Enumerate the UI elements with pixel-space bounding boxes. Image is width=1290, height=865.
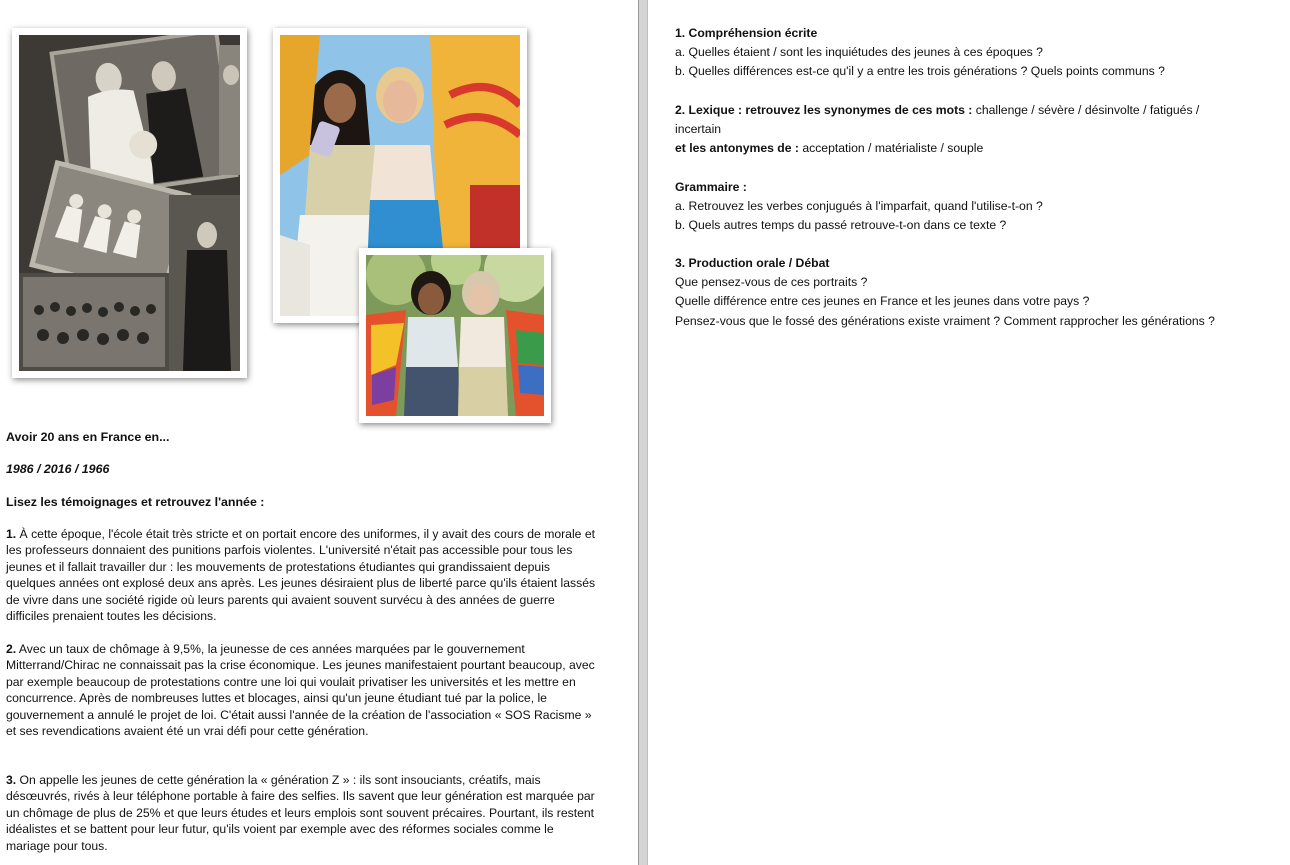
testimony-1 (6, 526, 596, 624)
right-page (648, 0, 1290, 865)
synonym-words-continued: incertain (675, 122, 722, 137)
grammar-title: Grammaire : (675, 180, 747, 194)
synonym-words: challenge / sévère / désinvolte / fatigués / (972, 103, 1200, 117)
comprehension-question-b: b. Quelles différences est-ce qu'il y a entre les trois générations ? Quels points communs ? (675, 64, 1165, 79)
page-divider (638, 0, 648, 865)
testimony-1-text: À cette époque, l'école était très stricte et on portait encore des uniformes, il y avait des cours de morale et les professeurs donnaient des punitions parfois violentes. L'université n'était pas accessible pour tous les jeunes et il fallait travailler dur : les mouvements de protestations étudiantes qui grandissaient depuis quelques années ont explosé deux ans après. Les jeunes désiraient plus de liberté parce qu'ils étaient lassés de vivre dans une société rigide où leurs parents qui avaient souvent survécu à des années de guerre difficiles prenaient toutes les décisions. (6, 527, 596, 624)
testimony-3 (6, 772, 596, 854)
page-heading: Avoir 20 ans en France en... (6, 430, 170, 444)
grammar-section (675, 178, 1275, 236)
oral-production-section (675, 254, 1275, 331)
grammar-question-b: b. Quels autres temps du passé retrouve-t-on dans ce texte ? (675, 218, 1007, 233)
testimony-2 (6, 641, 596, 739)
lexicon-section (675, 101, 1275, 159)
testimony-2-number: 2. (6, 642, 17, 656)
testimony-1-number: 1. (6, 527, 17, 541)
testimony-3-text: On appelle les jeunes de cette génération la « génération Z » : ils sont insouciants, créatifs, mais désœuvrés, rivés à leur téléphone portable à faire des selfies. Ils savent que leur génération est marquée par un chômage de plus de 25% et que leurs études et leurs emplois sont souvent précaires. Pourtant, ils restent idéalistes et se battent pour leur futur, qu'ils voient par exemple avec des réformes sociales comme le mariage pour tous. (6, 773, 595, 853)
pride-flag-photo (359, 248, 551, 423)
oral-production-title: 3. Production orale / Débat (675, 256, 830, 270)
comprehension-section (675, 24, 1275, 82)
left-page (0, 0, 638, 865)
vintage-photo-collage (12, 28, 247, 378)
oral-question-1: Que pensez-vous de ces portraits ? (675, 275, 868, 290)
antonym-label: et les antonymes de : (675, 141, 799, 156)
antonym-words: acceptation / matérialiste / souple (798, 141, 984, 156)
testimony-2-text: Avec un taux de chômage à 9,5%, la jeunesse de ces années marquées par le gouvernement Mitterrand/Chirac ne connaissait pas la crise économique. Les jeunes manifestaient pourtant beaucoup, avec par exemple beaucoup de protestations contre une loi qui voulait privatiser les universités et les mettre en concurrence. Après de nombreuses luttes et blocages, ainsi qu'un jeune étudiant tué par la police, le gouvernement a annulé le projet de loi. C'était aussi l'année de la création de l'association « SOS Racisme » et ses revendications avaient été un vrai défi pour cette génération. (6, 642, 595, 739)
lexicon-title: 2. Lexique : retrouvez les synonymes de ces mots : (675, 103, 973, 117)
instruction: Lisez les témoignages et retrouvez l'année : (6, 495, 265, 509)
oral-question-3: Pensez-vous que le fossé des générations existe vraiment ? Comment rapprocher les générations ? (675, 313, 1215, 328)
testimony-3-number: 3. (6, 773, 17, 787)
oral-question-2: Quelle différence entre ces jeunes en France et les jeunes dans votre pays ? (675, 294, 1090, 309)
grammar-question-a: a. Retrouvez les verbes conjugués à l'imparfait, quand l'utilise-t-on ? (675, 199, 1043, 214)
comprehension-title: 1. Compréhension écrite (675, 26, 818, 40)
years-list: 1986 / 2016 / 1966 (6, 462, 110, 476)
comprehension-question-a: a. Quelles étaient / sont les inquiétudes des jeunes à ces époques ? (675, 45, 1043, 60)
